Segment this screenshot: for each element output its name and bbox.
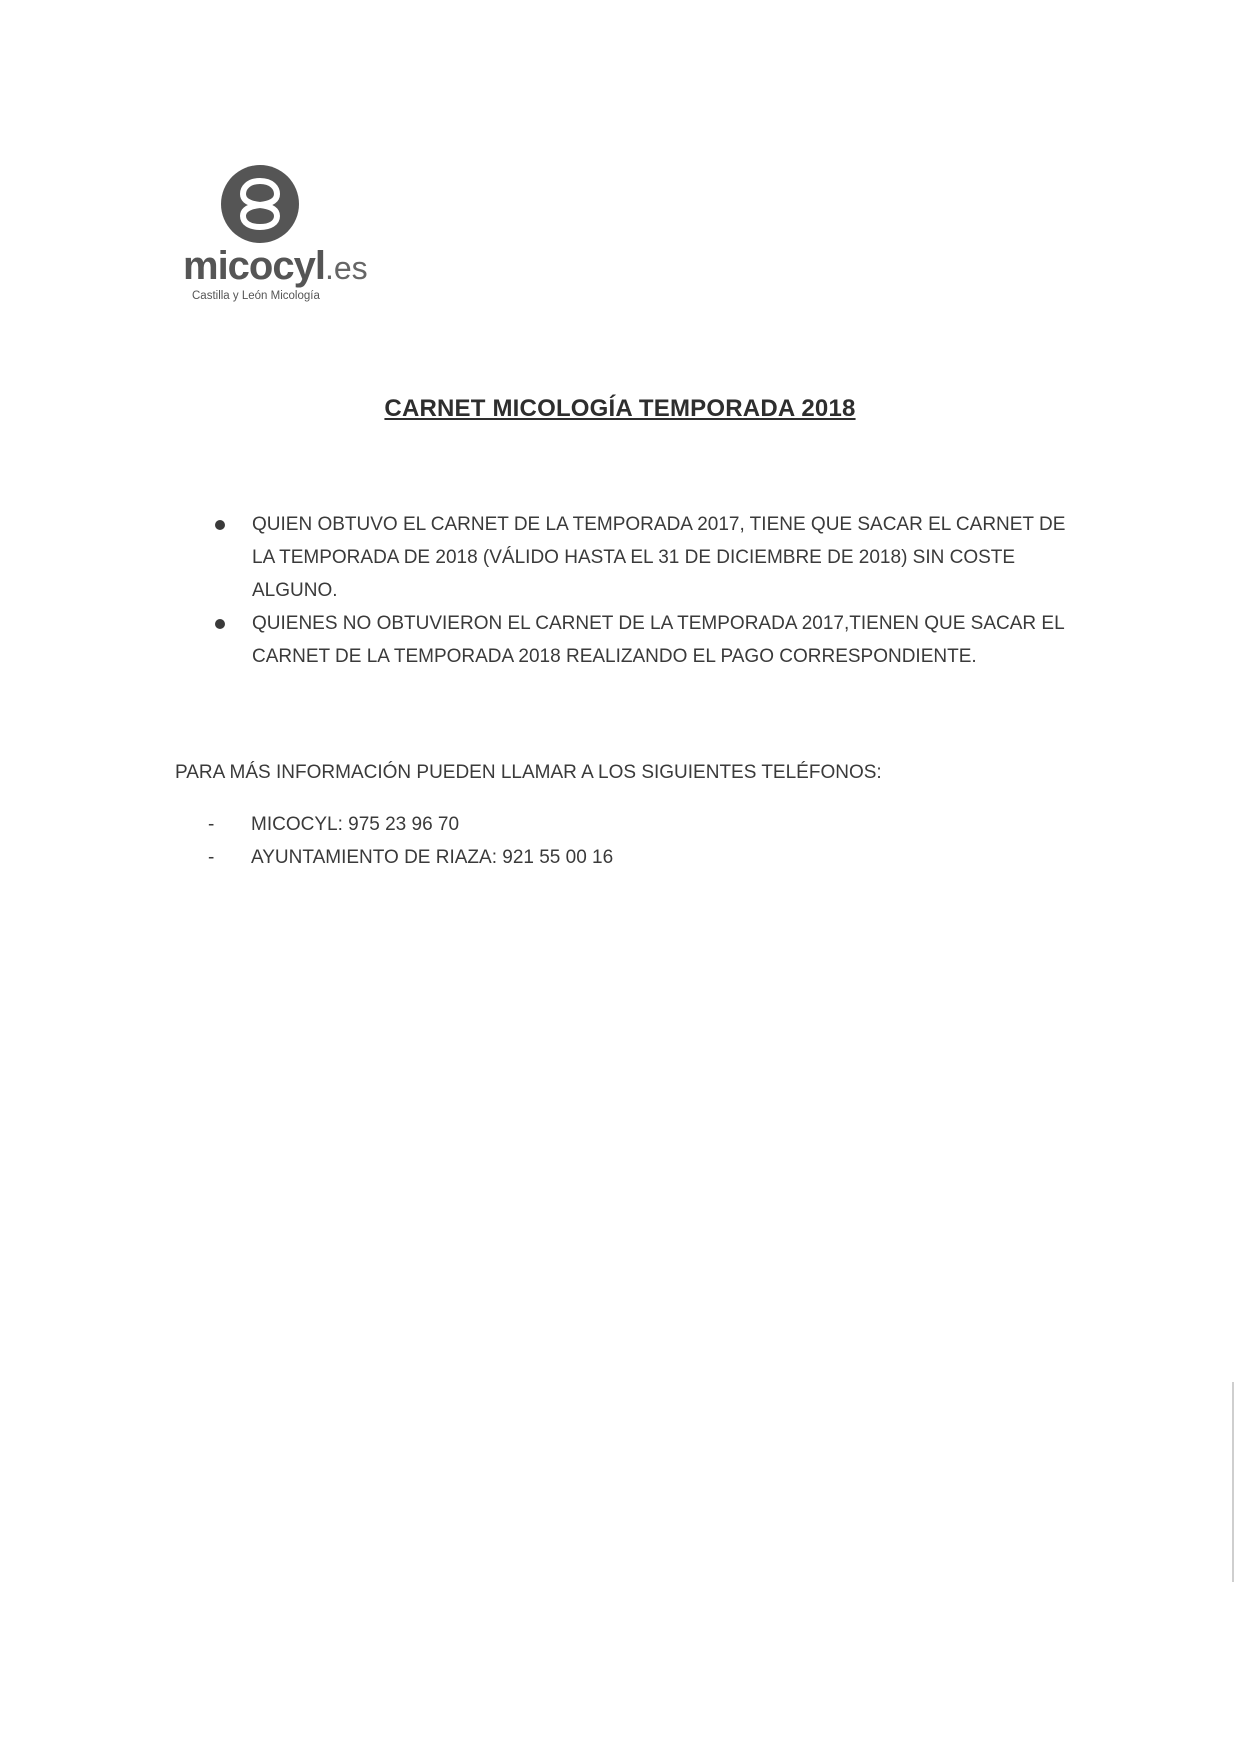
document-title: CARNET MICOLOGÍA TEMPORADA 2018 [384, 395, 856, 422]
dash-marker: - [208, 847, 215, 868]
dash-marker: - [208, 814, 215, 835]
contact-item: - MICOCYL: 975 23 96 70 [208, 808, 613, 841]
info-heading: PARA MÁS INFORMACIÓN PUEDEN LLAMAR A LOS SIGUIENTES TELÉFONOS: [175, 762, 882, 783]
contact-item: - AYUNTAMIENTO DE RIAZA: 921 55 00 16 [208, 841, 613, 874]
logo-tagline: Castilla y León Micología [192, 290, 320, 302]
bullet-icon [215, 619, 225, 629]
list-item: QUIEN OBTUVO EL CARNET DE LA TEMPORADA 2017, TIENE QUE SACAR EL CARNET DE LA TEMPORADA DE 2018 (VÁLIDO HASTA EL 31 DE DICIEMBRE DE 2018) SIN COSTE ALGUNO. [215, 508, 1075, 607]
contact-list [208, 808, 613, 874]
bullet-icon [215, 520, 225, 530]
micocyl-logo [180, 160, 368, 310]
list-item: QUIENES NO OBTUVIERON EL CARNET DE LA TEMPORADA 2017,TIENEN QUE SACAR EL CARNET DE LA TEMPORADA 2018 REALIZANDO EL PAGO CORRESPONDIENTE. [215, 607, 1075, 673]
conditions-list [215, 508, 1075, 673]
logo-wordmark: micocyl.es [183, 244, 368, 288]
scan-edge-artifact [1232, 1382, 1234, 1582]
mushroom-logo-icon [220, 164, 300, 244]
